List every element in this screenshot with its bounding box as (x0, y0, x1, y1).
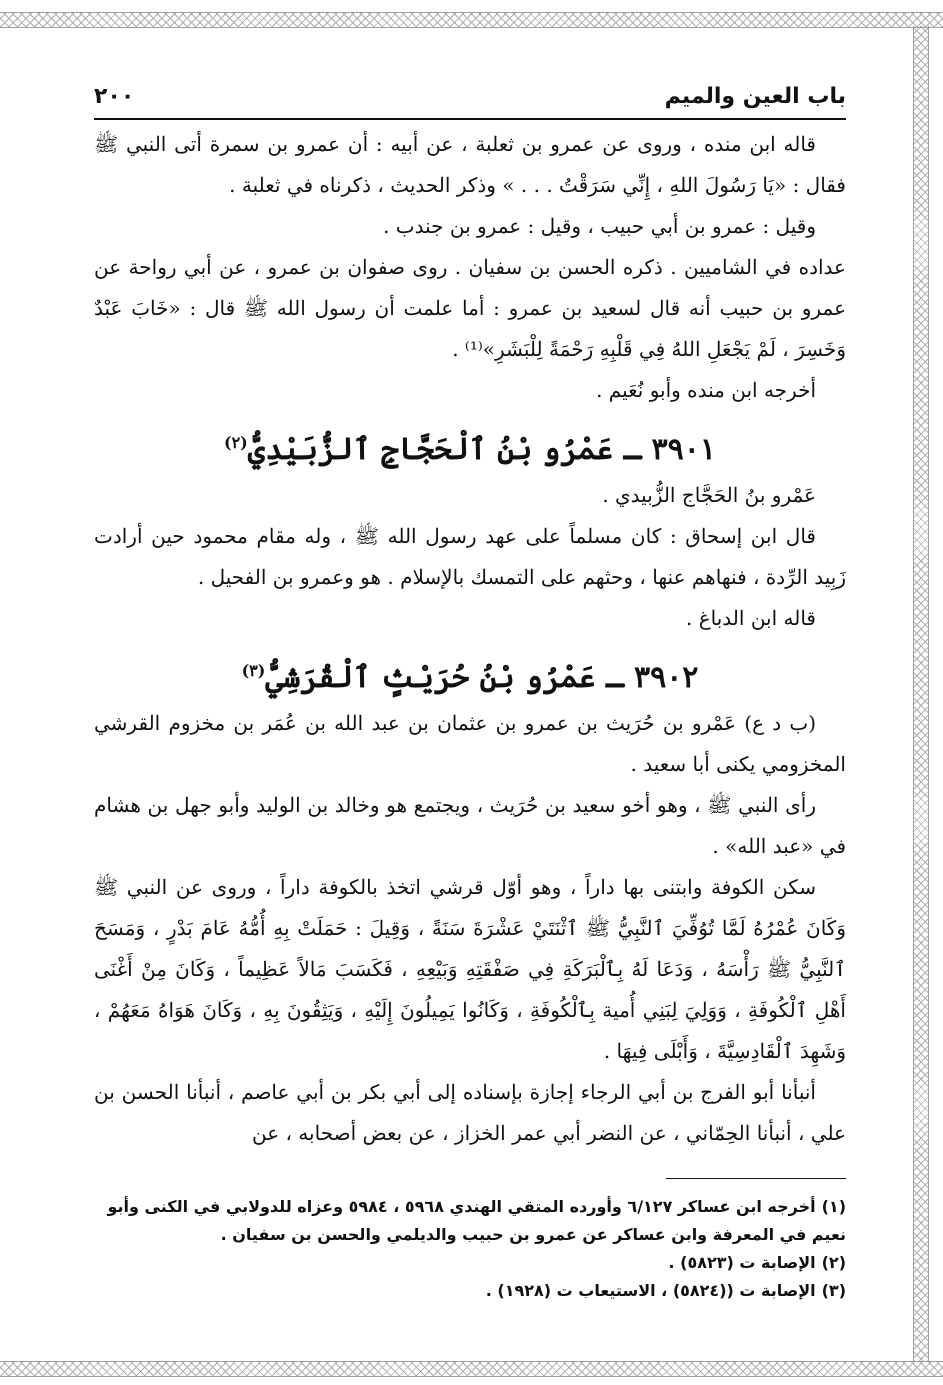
decorative-border-bottom (0, 1361, 943, 1377)
footnote-number: (٢) (821, 1253, 846, 1272)
footnote-text: الإصابة ت ((٥٨٢٤) ، الاستيعاب ت (١٩٢٨) . (485, 1281, 816, 1300)
footnote-text: الإصابة ت (٥٨٢٣) . (668, 1253, 816, 1272)
paragraph: عداده في الشاميين . ذكره الحسن بن سفيان . روى صفوان بن عمرو ، عن أبي رواحة عن عمرو بن حبيب أنه قال لسعيد بن عمرو : أما علمت أن رسول الله ﷺ قال : «خَابَ عَبْدٌ وَخَسِرَ ، لَمْ يَجْعَلِ اللهُ فِي قَلْبِهِ رَحْمَةً لِلْبَشَرِ»⁽¹⁾ . (94, 255, 846, 361)
footnote-number: (١) (821, 1197, 846, 1216)
paragraph: أنبأنا أبو الفرج بن أبي الرجاء إجازة بإسناده إلى أبي بكر بن أبي عاصم ، أنبأنا الحسن بن علي ، أنبأنا الحِمّاني ، عن النضر أبي عمر الخزاز ، عن بعض أصحابه ، عن (94, 1080, 846, 1145)
decorative-border-right (913, 26, 929, 1361)
footnote-ref: (٢) (224, 433, 248, 452)
book-page (94, 80, 846, 1360)
entry-heading-text: ٣٩٠١ ـ عَمْرُو بْنُ ٱلْحَجَّاجِ ٱلزُّبَيْدِيُّ (247, 432, 716, 467)
chapter-title: باب العين والميم (664, 84, 846, 109)
footnote-number: (٣) (821, 1281, 846, 1300)
paragraph: أخرجه ابن منده وأبو نُعَيم . (596, 378, 816, 402)
footnote-text: أخرجه ابن عساكر ٦/١٢٧ وأورده المتقي الهندي ٥٩٦٨ ، ٥٩٨٤ وعزاه للدولابي في الكنى وأبو نعيم في المعرفة وابن عساكر عن عمرو بن حبيب والديلمي والحسن بن سفيان . (107, 1197, 846, 1244)
footnotes (94, 1193, 846, 1305)
decorative-border-top (0, 12, 943, 28)
footnote (94, 1249, 846, 1277)
running-header (94, 80, 846, 120)
entry-heading-3902 (94, 639, 846, 703)
page-number: ٢٠٠ (94, 84, 135, 109)
paragraph: قال ابن إسحاق : كان مسلماً على عهد رسول الله ﷺ ، وله مقام محمود حين أرادت زَبِيد الرِّدة ، فنهاهم عنها ، وحثهم على التمسك بالإسلام . هو وعمرو بن الفحيل . (94, 524, 846, 589)
footnote (94, 1277, 846, 1305)
paragraph: عَمْرو بنُ الحَجَّاج الزُّبيدي . (602, 483, 816, 507)
paragraph: سكن الكوفة وابتنى بها داراً ، وهو أوّل قرشي اتخذ بالكوفة داراً ، وروى عن النبي ﷺ وَكَانَ عُمْرُهُ لَمَّا تُوُفِّيَ ٱلنَّبِيُّ ﷺ ٱثْنَتَيْ عَشْرَةَ سَنَةً ، وَقِيلَ : حَمَلَتْ بِهِ أُمُّهُ عَامَ بَدْرٍ ، وَمَسَحَ ٱلنَّبِيُّ ﷺ رَأْسَهُ ، وَدَعَا لَهُ بِٱلْبَرَكَةِ فِي صَفْقَتِهِ وَبَيْعِهِ ، فَكَسَبَ مَالاً عَظِيماً ، وَكَانَ مِنْ أَغْنَى أَهْلِ ٱلْكُوفَةِ ، وَوَلِيَ لِبَنِي أُمية بِٱلْكُوفَةِ ، وَكَانُوا يَمِيلُونَ إِلَيْهِ ، وَيَثِقُونَ بِهِ ، وَكَانَ هَوَاهُ مَعَهُمْ ، وَشَهِدَ ٱلْقَادِسِيَّةَ ، وَأَبْلَى فِيهَا . (94, 875, 846, 1063)
paragraph: رأى النبي ﷺ ، وهو أخو سعيد بن حُرَيث ، ويجتمع هو وخالد بن الوليد وأبو جهل بن هشام في «عبد الله» . (94, 793, 846, 858)
footnote-separator (666, 1178, 846, 1179)
entry-heading-3901 (94, 411, 846, 475)
page-body (94, 124, 846, 1154)
paragraph: قاله ابن منده ، وروى عن عمرو بن ثعلبة ، عن أبيه : أن عمرو بن سمرة أتى النبي ﷺ فقال : «يَا رَسُولَ اللهِ ، إِنِّي سَرَقْتُ . . . » وذكر الحديث ، ذكرناه في ثعلبة . (94, 132, 846, 197)
entry-heading-text: ٣٩٠٢ ـ عَمْرُو بْنُ حُرَيْثٍ ٱلْقُرَشِيُّ (265, 660, 699, 695)
paragraph: (ب د ع) عَمْرو بن حُرَيث بن عمرو بن عثمان بن عبد الله بن عُمَر بن مخزوم القرشي المخزومي يكنى أبا سعيد . (94, 711, 846, 776)
footnote (94, 1193, 846, 1249)
paragraph: قاله ابن الدباغ . (686, 606, 816, 630)
paragraph: وقيل : عمرو بن أبي حبيب ، وقيل : عمرو بن جندب . (383, 214, 816, 238)
footnote-ref: (٣) (241, 661, 266, 680)
